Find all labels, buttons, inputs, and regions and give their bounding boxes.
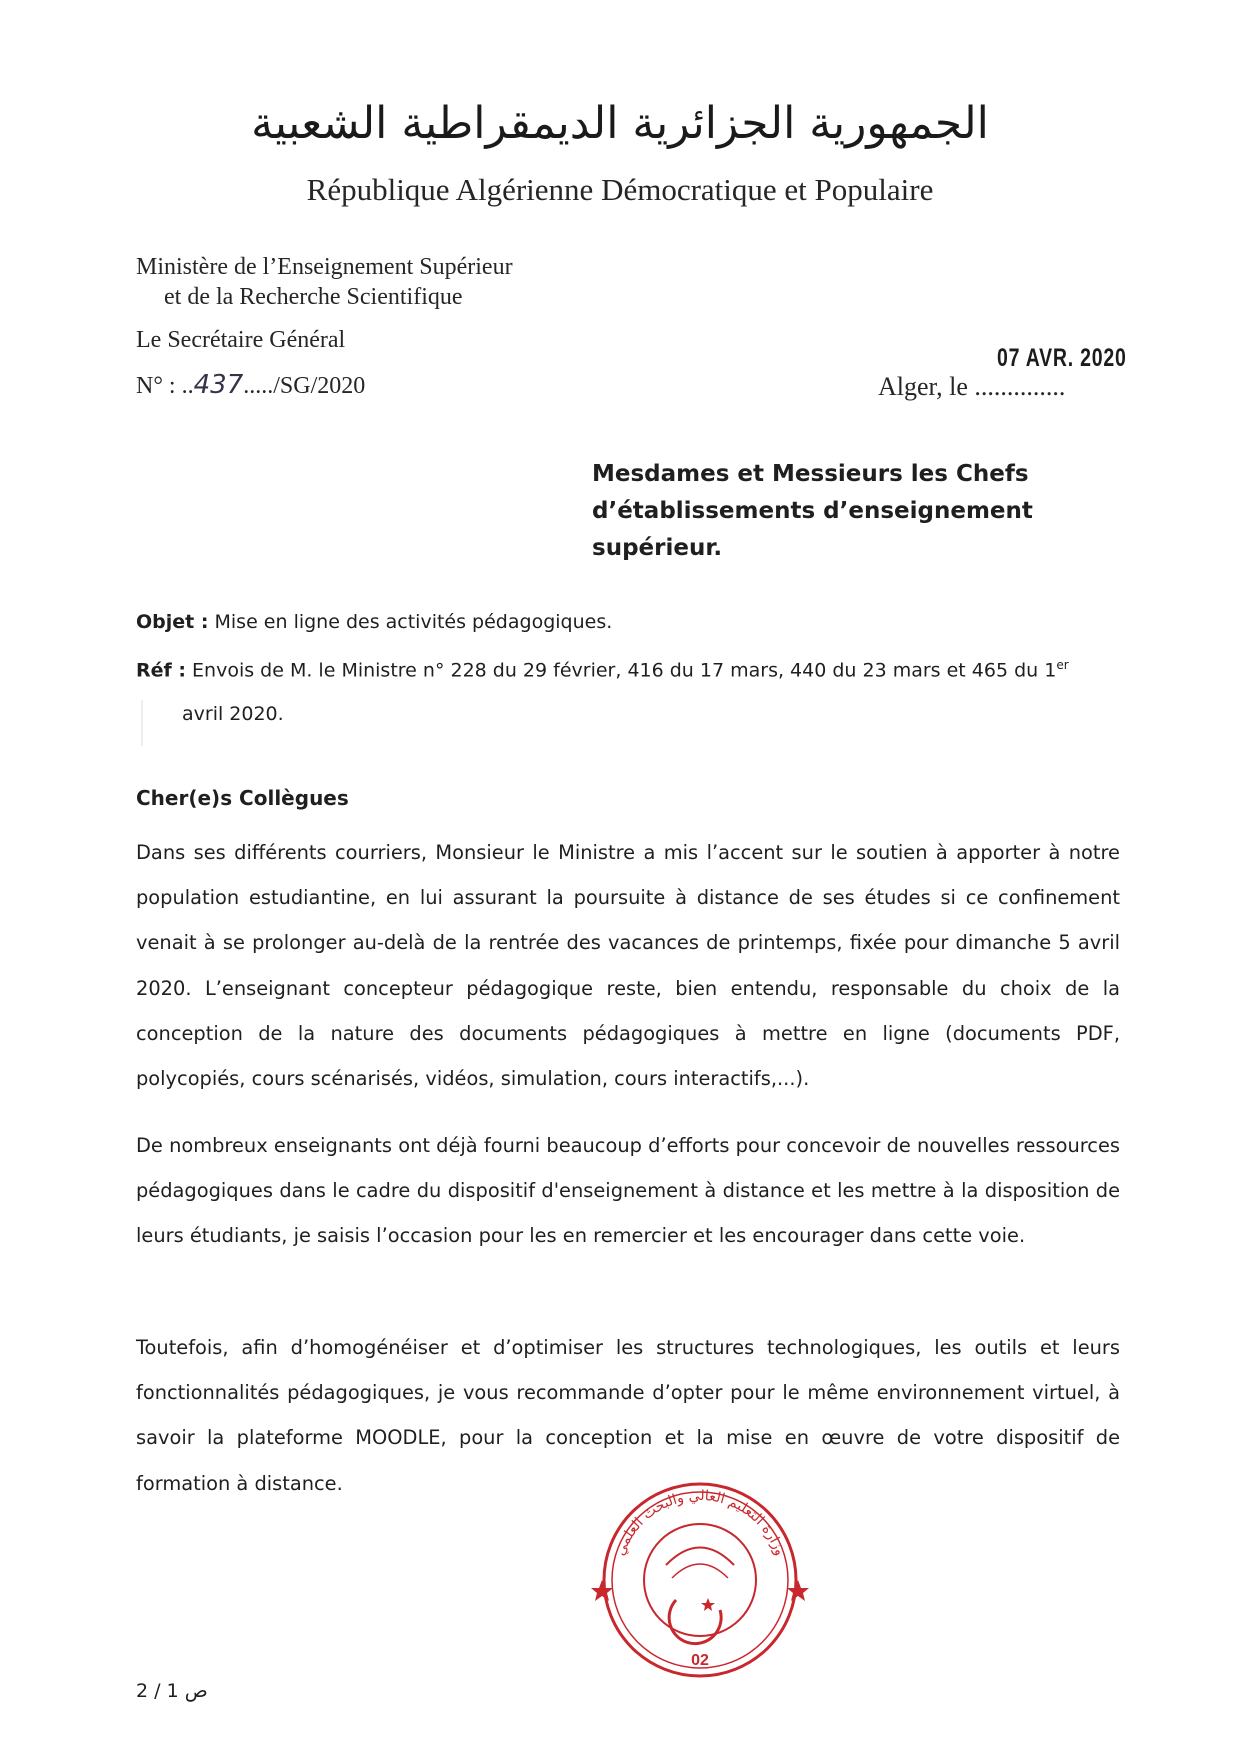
reference-line [136, 658, 1069, 681]
handwritten-number: 437 [193, 370, 244, 400]
addressee-line-3: supérieur. [592, 535, 723, 561]
seal-star-center-icon [701, 1598, 715, 1611]
scan-artifact [141, 700, 143, 746]
reference-number [136, 370, 365, 400]
subject-line [136, 611, 612, 633]
french-republic-title: République Algérienne Démocratique et Populaire [306, 172, 934, 207]
body-paragraph-3: Toutefois, afin d’homogénéiser et d’optimiser les structures technologiques, les outils et leurs fonctionnalités pédagogiques, je vous recommande d’opter pour le même environnement virtuel, à savoir la plateforme MOODLE, pour la conception et la mise en œuvre de votre dispositif de formation à distance. [136, 1336, 1120, 1495]
number-suffix: ...../SG/2020 [243, 373, 366, 399]
reference-label: Réf : [136, 659, 186, 682]
addressee-line-2: d’établissements d’enseignement [592, 498, 1033, 524]
ministry-line-1: Ministère de l’Enseignement Supérieur [136, 254, 513, 280]
addressee-line-1: Mesdames et Messieurs les Chefs [592, 461, 1029, 487]
date-stamp: 07 AVR. 2020 [997, 344, 1127, 372]
ministry-seal-stamp [580, 1470, 820, 1680]
subject-text: Mise en ligne des activités pédagogiques. [208, 611, 613, 633]
seal-arabic-text: وزارة التعليم العالي والبحث العلمي [612, 1487, 788, 1558]
dateline: Alger, le .............. [878, 372, 1066, 401]
arabic-republic-title: الجمهورية الجزائرية الديمقراطية الشعبية [251, 98, 989, 149]
page-number: 2 / 1 ص [136, 1680, 208, 1702]
addressee-block [592, 456, 1152, 567]
body-paragraph-2: De nombreux enseignants ont déjà fourni beaucoup d’efforts pour concevoir de nouvelles ressources pédagogiques dans le cadre du dispositif d'enseignement à distance et les mettre à la disposition de leurs étudiants, je saisis l’occasion pour les en remercier et les encourager dans cette voie. [136, 1134, 1120, 1248]
seal-star-right-icon [787, 1580, 809, 1601]
reference-sup: er [1056, 658, 1069, 672]
reference-text: Envois de M. le Ministre n° 228 du 29 février, 416 du 17 mars, 440 du 23 mars et 465 du 1 [186, 659, 1057, 682]
seal-star-left-icon [591, 1580, 613, 1601]
subject-label: Objet : [136, 611, 209, 633]
reference-continuation: avril 2020. [182, 703, 284, 725]
signatory-title: Le Secrétaire Général [136, 327, 346, 353]
salutation: Cher(e)s Collègues [136, 786, 349, 810]
ministry-block [136, 252, 513, 312]
number-prefix: N° : .. [136, 373, 194, 399]
seal-number: 02 [691, 1652, 709, 1669]
body-paragraph-1: Dans ses différents courriers, Monsieur le Ministre a mis l’accent sur le soutien à apporter à notre population estudiantine, en lui assurant la poursuite à distance de ses études si ce confinement venait à se prolonger au-delà de la rentrée des vacances de printemps, fixée pour dimanche 5 avril 2020. L’enseignant concepteur pédagogique reste, bien entendu, responsable du choix de la conception de la nature des documents pédagogiques à mettre en ligne (documents PDF, polycopiés, cours scénarisés, vidéos, simulation, cours interactifs,...). [136, 841, 1120, 1091]
ministry-line-2: et de la Recherche Scientifique [164, 284, 463, 310]
